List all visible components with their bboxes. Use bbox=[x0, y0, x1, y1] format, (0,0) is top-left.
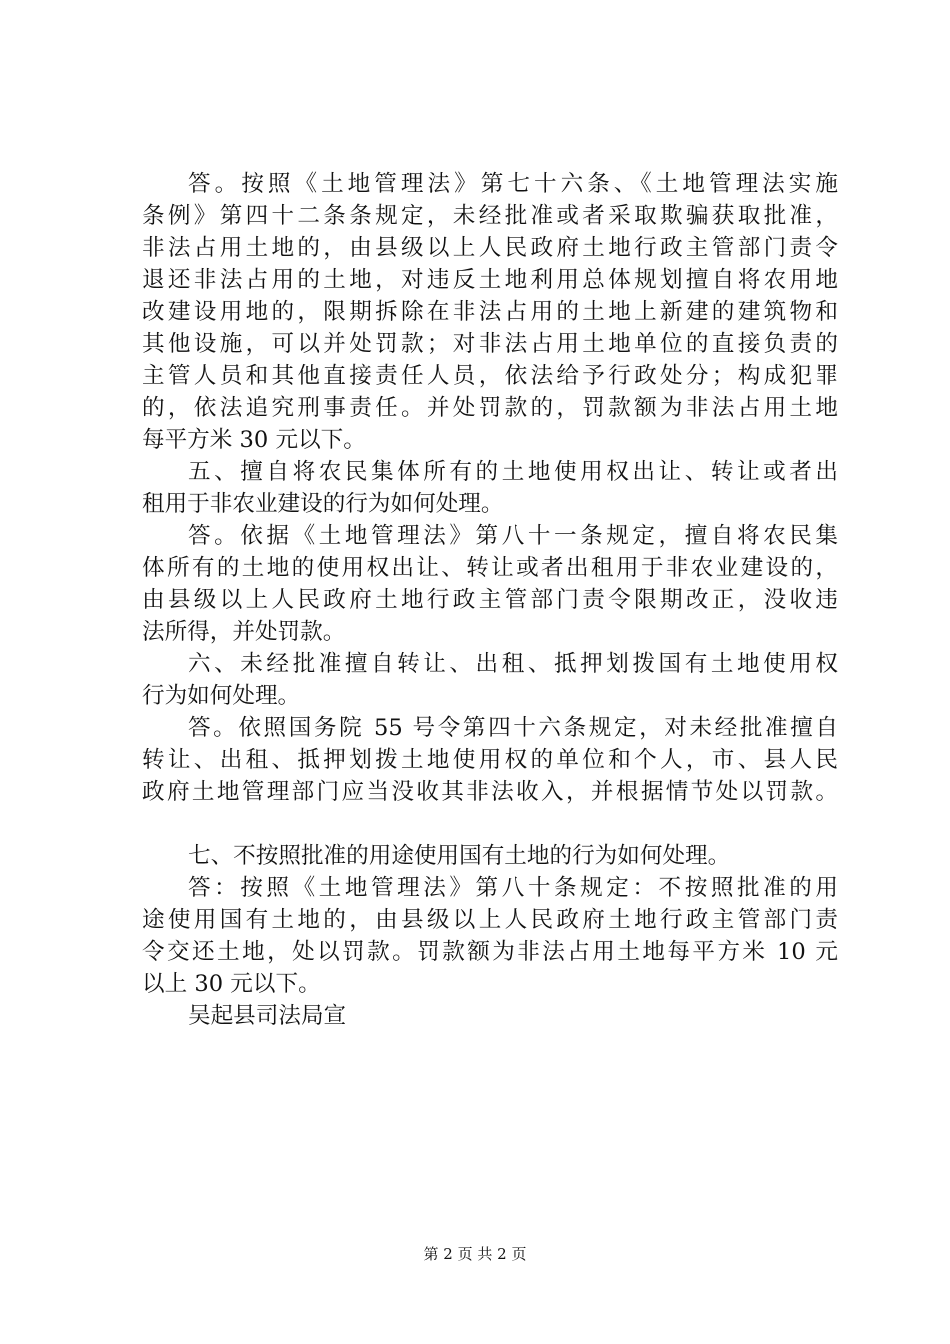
text-line: 政府土地管理部门应当没收其非法收入，并根据情节处以罚款。 bbox=[142, 779, 838, 805]
text-line: 非法占用土地的，由县级以上人民政府土地行政主管部门责令 bbox=[142, 235, 838, 261]
text-line: 法所得，并处罚款。 bbox=[142, 619, 346, 645]
text-line: 五、擅自将农民集体所有的土地使用权出让、转让或者出 bbox=[188, 459, 838, 485]
text-line: 条例》第四十二条条规定，未经批准或者采取欺骗获取批准， bbox=[142, 203, 838, 229]
text-line: 改建设用地的，限期拆除在非法占用的土地上新建的建筑物和 bbox=[142, 299, 838, 325]
text-line: 其他设施，可以并处罚款；对非法占用土地单位的直接负责的 bbox=[142, 331, 838, 357]
text-line: 六、未经批准擅自转让、出租、抵押划拨国有土地使用权 bbox=[188, 651, 838, 677]
text-line: 七、不按照批准的用途使用国有土地的行为如何处理。 bbox=[188, 843, 731, 869]
text-line: 租用于非农业建设的行为如何处理。 bbox=[142, 491, 504, 517]
text-line: 体所有的土地的使用权出让、转让或者出租用于非农业建设的， bbox=[142, 555, 838, 581]
text-line: 答。依据《土地管理法》第八十一条规定，擅自将农民集 bbox=[188, 523, 838, 549]
text-line: 退还非法占用的土地，对违反土地利用总体规划擅自将农用地 bbox=[142, 267, 838, 293]
document-body bbox=[142, 168, 838, 1032]
text-line: 由县级以上人民政府土地行政主管部门责令限期改正，没收违 bbox=[142, 587, 838, 613]
text-line: 途使用国有土地的，由县级以上人民政府土地行政主管部门责 bbox=[142, 907, 838, 933]
page-number-footer: 第 2 页 共 2 页 bbox=[423, 1245, 527, 1263]
text-line: 答：按照《土地管理法》第八十条规定：不按照批准的用 bbox=[188, 875, 838, 901]
text-line: 转让、出租、抵押划拨土地使用权的单位和个人，市、县人民 bbox=[142, 747, 838, 773]
text-line: 答。依照国务院 55 号令第四十六条规定，对未经批准擅自 bbox=[188, 715, 838, 741]
text-line: 主管人员和其他直接责任人员，依法给予行政处分；构成犯罪 bbox=[142, 363, 838, 389]
text-line: 的，依法追究刑事责任。并处罚款的，罚款额为非法占用土地 bbox=[142, 395, 838, 421]
paragraph-gap bbox=[142, 808, 838, 840]
text-line: 令交还土地，处以罚款。罚款额为非法占用土地每平方米 10 元 bbox=[142, 939, 838, 965]
text-line: 行为如何处理。 bbox=[142, 683, 301, 709]
text-line: 以上 30 元以下。 bbox=[142, 971, 321, 997]
text-line: 每平方米 30 元以下。 bbox=[142, 427, 366, 453]
signature-line: 吴起县司法局宣 bbox=[188, 1003, 347, 1029]
text-line: 答。按照《土地管理法》第七十六条、《土地管理法实施 bbox=[188, 171, 838, 197]
